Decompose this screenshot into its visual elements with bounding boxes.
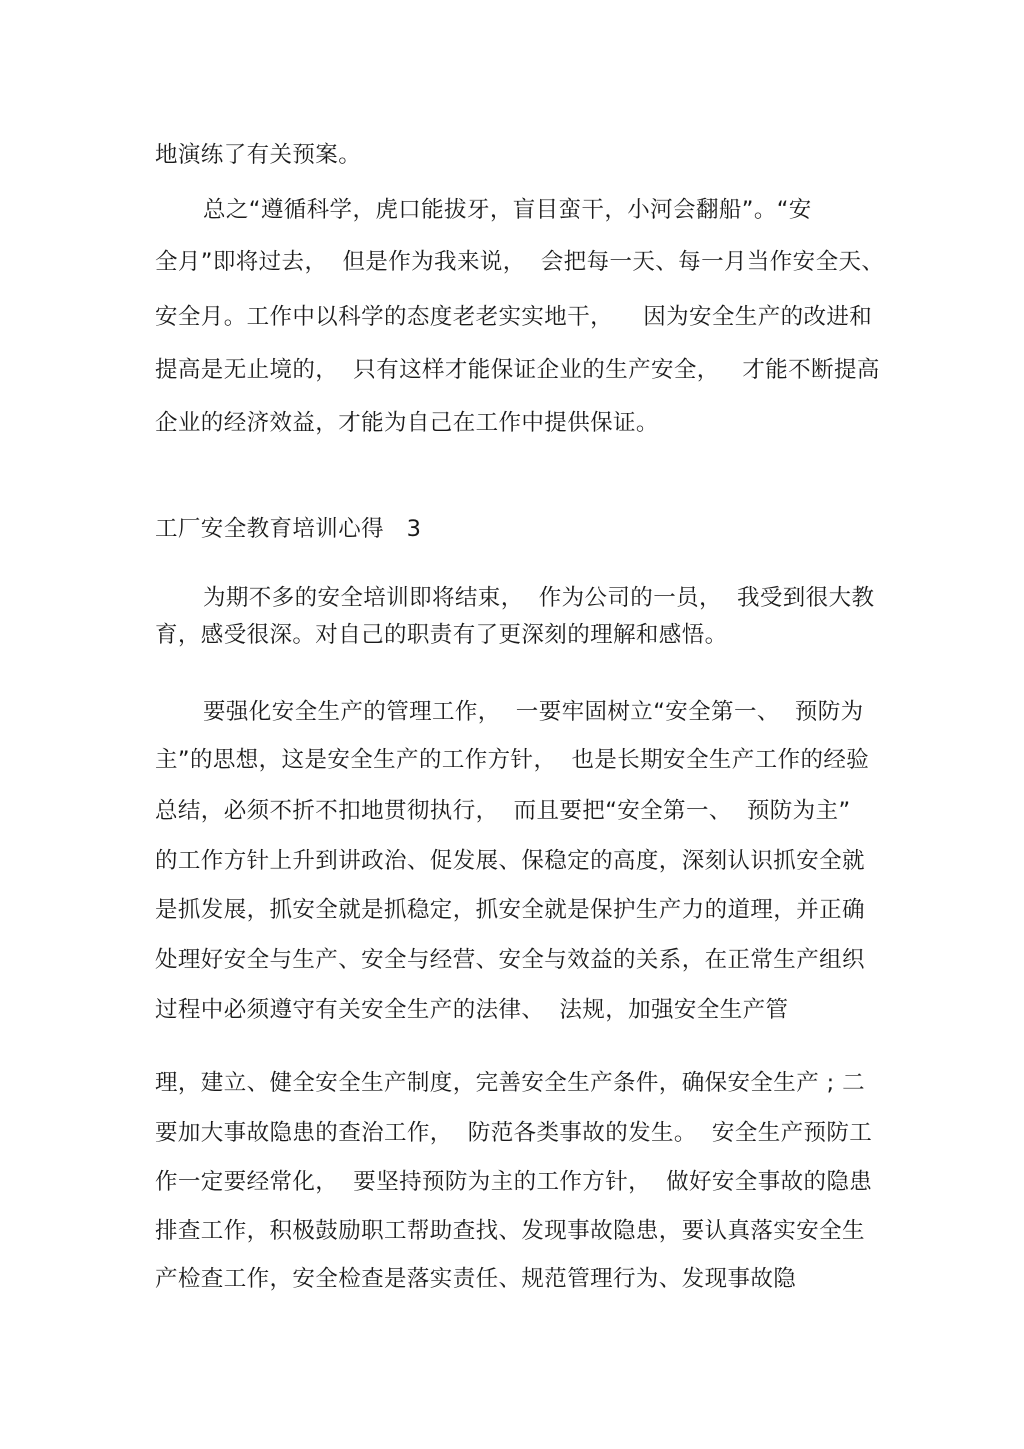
section-heading: 工厂安全教育培训心得 3 [155,516,422,542]
paragraph-line: 总结，必须不折不扣地贯彻执行， 而且要把“安全第一、 预防为主” [155,798,851,824]
paragraph-line: 安全月。工作中以科学的态度老老实实地干， 因为安全生产的改进和 [155,304,873,330]
paragraph-line: 作一定要经常化， 要坚持预防为主的工作方针， 做好安全事故的隐患 [155,1169,873,1195]
paragraph-line: 要强化安全生产的管理工作， 一要牢固树立“安全第一、 预防为 [203,699,864,725]
paragraph-line: 处理好安全与生产、安全与经营、安全与效益的关系，在正常生产组织 [155,947,865,973]
paragraph-line: 的工作方针上升到讲政治、促发展、保稳定的高度，深刻认识抓安全就 [155,848,865,874]
paragraph-line: 要加大事故隐患的查治工作， 防范各类事故的发生。 安全生产预防工 [155,1120,873,1146]
paragraph-line: 是抓发展，抓安全就是抓稳定，抓安全就是保护生产力的道理，并正确 [155,897,865,923]
paragraph-line: 地演练了有关预案。 [155,142,362,168]
paragraph-line: 产检查工作，安全检查是落实责任、规范管理行为、发现事故隐 [155,1266,797,1292]
paragraph-line: 提高是无止境的， 只有这样才能保证企业的生产安全， 才能不断提高 [155,357,880,383]
paragraph-line: 排查工作，积极鼓励职工帮助查找、发现事故隐患，要认真落实安全生 [155,1218,865,1244]
paragraph-line: 全月”即将过去， 但是作为我来说， 会把每一天、每一月当作安全天、 [155,249,885,275]
paragraph-line: 为期不多的安全培训即将结束， 作为公司的一员， 我受到很大教 [203,585,875,611]
paragraph-line: 主”的思想，这是安全生产的工作方针， 也是长期安全生产工作的经验 [155,747,870,773]
paragraph-line: 总之“遵循科学，虎口能拔牙，盲目蛮干，小河会翻船”。“安 [203,197,812,223]
paragraph-line: 育，感受很深。对自己的职责有了更深刻的理解和感悟。 [155,622,728,648]
paragraph-line: 过程中必须遵守有关安全生产的法律、 法规，加强安全生产管 [155,997,789,1023]
paragraph-line: 企业的经济效益，才能为自己在工作中提供保证。 [155,410,659,436]
paragraph-line: 理，建立、健全安全生产制度，完善安全生产条件，确保安全生产 ; 二 [155,1070,866,1096]
